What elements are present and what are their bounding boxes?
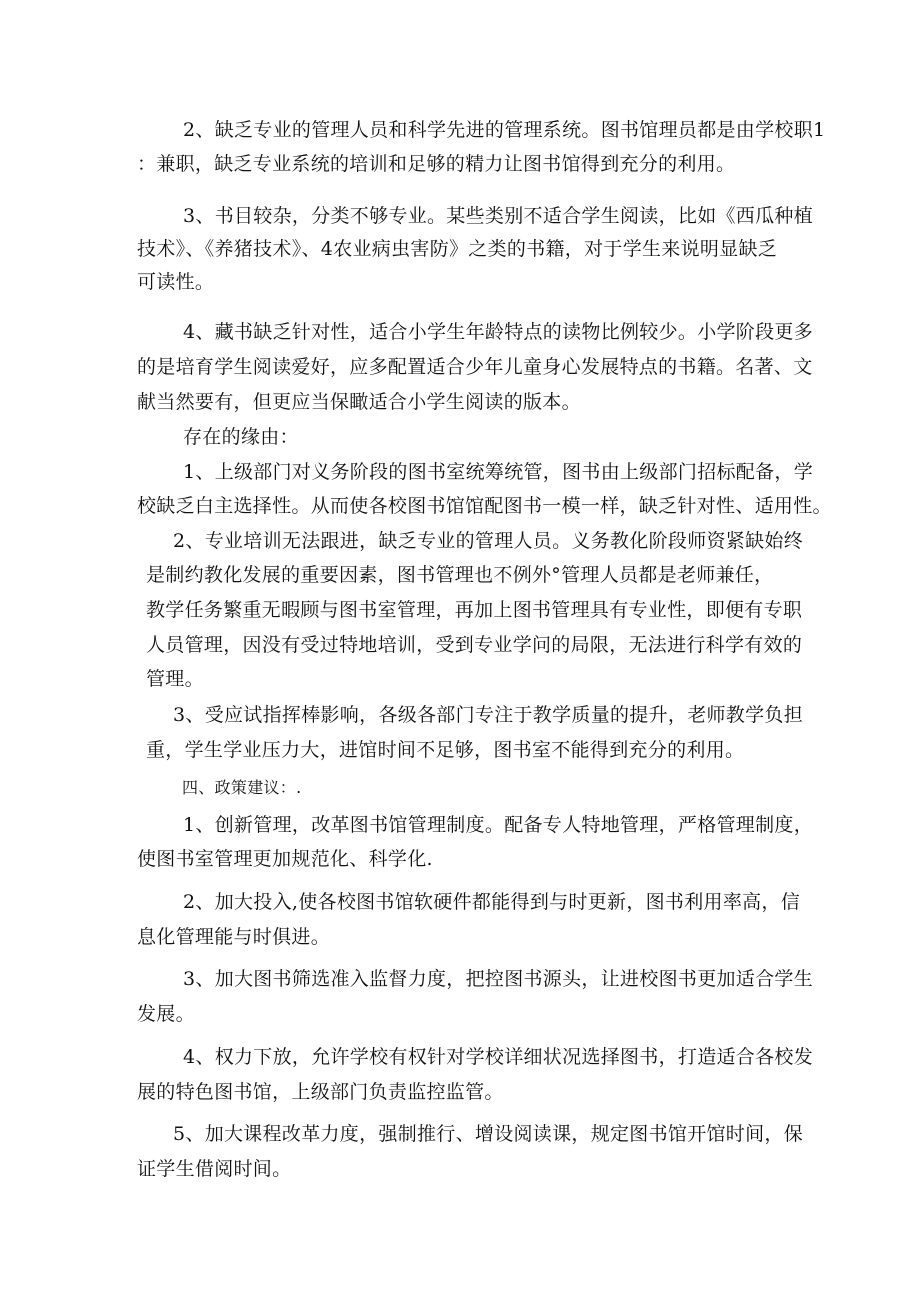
paragraph-line: 4、藏书缺乏针对性，适合小学生年龄特点的读物比例较少。小学阶段更多 — [183, 321, 813, 343]
paragraph-line: 的是培育学生阅读爱好，应多配置适合少年儿童身心发展特点的书籍。名著、文 — [137, 356, 813, 378]
paragraph-line: 2、专业培训无法跟进，缺乏专业的管理人员。义务教化阶段师资紧缺始终 — [173, 530, 803, 552]
paragraph-line: 息化管理能与时俱进。 — [137, 926, 331, 948]
paragraph-line: ：兼职，缺乏专业系统的培训和足够的精力让图书馆得到充分的利用。 — [137, 153, 736, 175]
paragraph-line: 可读性。 — [137, 271, 215, 293]
paragraph-line: 5、加大课程改革力度，强制推行、增设阅读课，规定图书馆开馆时间，保 — [173, 1123, 803, 1145]
paragraph-line: 重，学生学业压力大，进馆时间不足够，图书室不能得到充分的利用。 — [146, 739, 745, 761]
paragraph-line: 技术》、《养猪技术》、4农业病虫害防》之类的书籍，对于学生来说明显缺乏 — [137, 238, 778, 260]
paragraph-line: 管理。 — [146, 668, 204, 690]
section-heading: 存在的缘由： — [183, 426, 299, 448]
paragraph-line: 献当然要有，但更应当保瞰适合小学生阅读的版本。 — [137, 391, 581, 413]
paragraph-line: 校缺乏白主选择性。从而使各校图书馆馆配图书一模一样，缺乏针对性、适用性。 — [137, 495, 832, 517]
paragraph-line: 3、加大图书筛选准入监督力度，把控图书源头，让进校图书更加适合学生 — [183, 968, 813, 990]
paragraph-line: 1、创新管理，改革图书馆管理制度。配备专人特地管理，严格管理制度， — [183, 814, 813, 836]
paragraph-line: 4、权力下放，允许学校有权针对学校详细状况选择图书，打造适合各校发 — [183, 1046, 813, 1068]
paragraph-line: 人员管理，因没有受过特地培训，受到专业学问的局限，无法进行科学有效的 — [146, 634, 803, 656]
section-heading: 四、政策建议：. — [182, 778, 302, 797]
paragraph-line: 1、上级部门对义务阶段的图书室统筹统管，图书由上级部门招标配备，学 — [183, 461, 813, 483]
paragraph-line: 3、书目较杂，分类不够专业。某些类别不适合学生阅读，比如《西瓜种植 — [183, 205, 813, 227]
paragraph-line: 是制约教化发展的重要因素，图书管理也不例外°管理人员都是老师兼任， — [146, 564, 774, 586]
paragraph-line: 证学生借阅时间。 — [137, 1158, 292, 1180]
paragraph-line: 展的特色图书馆，上级部门负责监控监管。 — [137, 1081, 504, 1103]
paragraph-line: 教学任务繁重无暇顾与图书室管理，再加上图书管理具有专业性，即便有专职 — [146, 599, 803, 621]
paragraph-line: 2、加大投入,使各校图书馆软硬件都能得到与时更新，图书利用率高，信 — [183, 891, 801, 913]
paragraph-line: 发展。 — [137, 1003, 195, 1025]
paragraph-line: 使图书室管理更加规范化、科学化. — [137, 848, 433, 870]
paragraph-line: 3、受应试指挥棒影响，各级各部门专注于教学质量的提升，老师教学负担 — [173, 704, 803, 726]
paragraph-line: 2、缺乏专业的管理人员和科学先进的管理系统。图书馆理员都是由学校职1 — [183, 119, 826, 141]
